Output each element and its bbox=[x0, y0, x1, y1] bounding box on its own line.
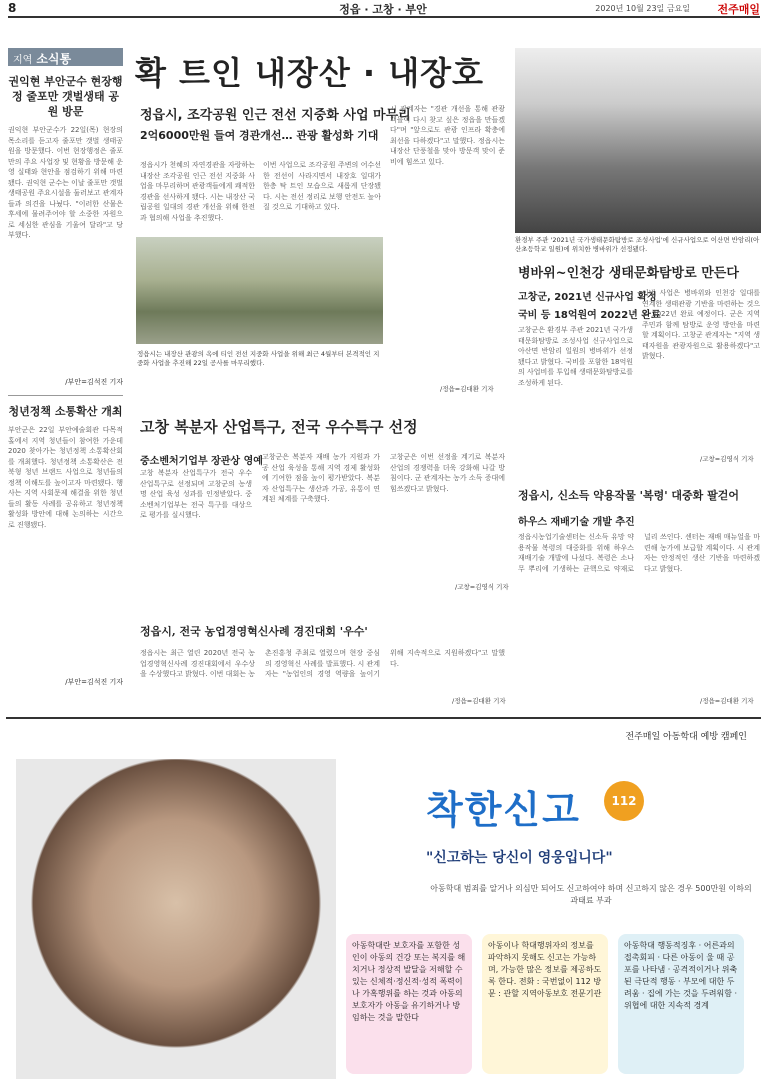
bokbunja-reporter: /고창=김영식 기자 bbox=[455, 583, 509, 591]
naejangsan-photo bbox=[136, 237, 383, 344]
section-title: 정읍 · 고창 · 부안 bbox=[339, 3, 427, 16]
issue-date: 2020년 10월 23일 금요일 bbox=[595, 4, 690, 13]
boknyeong-headline: 정읍시, 신소득 약용작물 '복령' 대중화 팔걷어 bbox=[518, 489, 739, 502]
right-headline: 병바위~인천강 생태문화탐방로 만든다 bbox=[518, 266, 739, 281]
paper-name: 전주매일 bbox=[717, 3, 760, 16]
right-body-col2: 이번 사업은 병바위와 인천강 일대를 연계한 생태관광 기반을 마련하는 것으로 2022년 완료 예정이다. 군은 지역 주민과 함께 탐방로 운영 방안을 마련할 계획이다. 고창군 관계자는 "지역 생태자원을 관광자원으로 활용하겠다"고 밝혔다. bbox=[642, 289, 760, 360]
boknyeong-body: 정읍시농업기술센터는 신소득 유망 약용작물 복령의 대중화를 위해 하우스 재배기술 개발에 나섰다. 복령은 소나무 뿌리에 기생하는 균핵으로 약재로 널리 쓰인다. 센터는 재배 매뉴얼을 마련해 농가에 보급할 계획이다. 시 관계자는 안정적인 생산 기반을 마련하겠다고 밝혔다. bbox=[518, 533, 760, 573]
page-number: 8 bbox=[8, 1, 17, 15]
ad-box-behavior-signs: 아동학대 행동적징후 · 어른과의 접촉회피 · 다른 아동이 울 때 공포를 나타냄 · 공격적이거나 위축된 극단적 행동 · 부모에 대한 두려움 · 집에 가는 것을 두려워함 · 위협에 대한 지속적 경계 bbox=[618, 934, 744, 1074]
boknyeong-subhead: 하우스 재배기술 개발 추진 bbox=[518, 517, 635, 528]
right-body-col1: 고창군은 환경부 주관 2021년 국가생태문화탐방로 조성사업 신규사업으로 아산면 반암리 일원의 병바위가 선정됐다고 밝혔다. 국비를 포함한 18억원의 사업비를 투입해 생태문화탐방로를 조성하게 된다. bbox=[518, 326, 633, 387]
ad-description: 아동학대 범죄를 알거나 의심만 되어도 신고하여야 하며 신고하지 않은 경우 500만원 이하의 과태료 부과 bbox=[430, 884, 752, 905]
ad-campaign-label: 전주매일 아동학대 예방 캠페인 bbox=[625, 732, 747, 742]
lead-headline: 확 트인 내장산 · 내장호 bbox=[135, 54, 484, 92]
lead-subhead-2: 2억6000만원 들여 경관개선… 관광 활성화 기대 bbox=[140, 129, 379, 142]
bokbunja-headline: 고창 복분자 산업특구, 전국 우수특구 선정 bbox=[140, 418, 418, 436]
lead-body-col3: 시 관계자는 "경관 개선을 통해 관광객들이 다시 찾고 싶은 정읍을 만들겠다"며 "앞으로도 관광 인프라 확충에 최선을 다하겠다"고 말했다. 정읍시는 내장산 단풍철을 맞아 방문객 맞이 준비에 힘쓰고 있다. bbox=[390, 105, 505, 166]
sidebar-article-1-body: 권익현 부안군수가 22일(목) 현장의 목소리를 듣고자 줄포만 갯벌 생태공원을 방문했다. 이번 현장행정은 줄포만의 주요 사업장 및 현황을 방문해 운영 실태와 현안을 점검하기 위해 마련됐다. 권익현 군수는 이날 줄포만 갯벌 생태공원 주요시설을 둘러보고 관계자들과 의견을 나눴다. "이러한 산물은 후세에 물려주어야 할 소중한 자원으로 세심한 관심을 기울여 달라"고 당부했다. bbox=[8, 126, 123, 239]
ad-box-report-info: 아동이나 학대행위자의 정보를 파악하지 못해도 신고는 가능하며, 가능한 많은 정보를 제공하도록 한다. 전화 : 국번없이 112 방문 : 관할 지역아동보호 전문기관 bbox=[482, 934, 608, 1074]
sidebar-article-2-body: 부안군은 22일 부안예술회관 다목적홀에서 지역 청년들이 참여한 가운데 2020 찾아가는 청년정책 소통확산회를 개최했다. 청년정책 소통확산은 전북형 청년 브랜드 사업으로 청년들의 정책 이해도를 높이고자 마련됐다. 행사는 지역 사회문제 해결을 위한 청년들의 활동 사례를 공유하고 청년정책 활성화 방안에 대해 논의하는 시간으로 진행됐다. bbox=[8, 426, 123, 529]
byeongbawi-photo bbox=[515, 48, 761, 233]
ad-box-definition: 아동학대란 보호자를 포함한 성인이 아동의 건강 또는 복지를 해치거나 정상적 발달을 저해할 수 있는 신체적·정신적·성적 폭력이나 가혹행위를 하는 것과 아동의 보호자가 아동을 유기하거나 방임하는 것을 말한다 bbox=[346, 934, 472, 1074]
sidebar-article-2-title: 청년정책 소통확산 개최 bbox=[8, 405, 123, 418]
contest-body: 정읍시는 최근 열린 2020년 전국 농업경영혁신사례 경진대회에서 우수상을 수상했다고 밝혔다. 이번 대회는 농촌진흥청 주최로 열렸으며 현장 중심의 경영혁신 사례를 발표했다. 시 관계자는 "농업인의 경영 역량을 높이기 위해 지속적으로 지원하겠다"고 말했다. bbox=[140, 649, 505, 678]
emergency-112-badge: 112 bbox=[604, 781, 644, 821]
bokbunja-body-col2: 고창군은 복분자 재배 농가 지원과 가공 산업 육성을 통해 지역 경제 활성화에 기여한 점을 높이 평가받았다. 복분자 산업특구는 생산과 가공, 유통이 연계된 체계를 구축했다. bbox=[262, 453, 380, 503]
lead-photo-caption: 정읍시는 내장산 관광의 옥에 티인 전선 지중화 사업을 위해 최근 4월부터 본격적인 지중화 사업을 추진해 22일 공사를 마무리했다. bbox=[137, 350, 380, 367]
divider bbox=[8, 395, 123, 396]
lead-reporter: /정읍=김대환 기자 bbox=[440, 385, 494, 393]
local-news-sidebar bbox=[8, 48, 123, 687]
lead-subhead-1: 정읍시, 조각공원 인근 전선 지중화 사업 마무리 bbox=[140, 108, 411, 123]
contest-headline: 정읍시, 전국 농업경영혁신사례 경진대회 '우수' bbox=[140, 625, 368, 638]
sidebar-article-2-reporter: /부안=김석진 기자 bbox=[65, 678, 123, 686]
right-subhead-1: 고창군, 2021년 신규사업 확정 bbox=[518, 292, 657, 303]
boknyeong-reporter: /정읍=김대환 기자 bbox=[700, 697, 754, 705]
ad-slogan: "신고하는 당신이 영웅입니다" bbox=[426, 850, 613, 866]
bokbunja-body-col1: 고창 복분자 산업특구가 전국 우수 산업특구로 선정되며 고창군의 농생명 산업 육성 성과를 인정받았다. 중소벤처기업부는 전국 특구를 대상으로 평가를 실시했다. bbox=[140, 469, 252, 519]
right-reporter: /고창=김영식 기자 bbox=[700, 455, 754, 463]
right-photo-caption: 환경부 주관 '2021년 국가생태문화탐방로 조성사업'에 신규사업으로 이산면 반암리(아산초등학교 일원)에 위치한 병바위가 선정됐다. bbox=[515, 236, 760, 253]
sidebar-article-1-reporter: /부안=김석진 기자 bbox=[65, 378, 123, 386]
page-header bbox=[8, 0, 760, 18]
bokbunja-subhead: 중소벤처기업부 장관상 영예 bbox=[140, 456, 263, 467]
contest-reporter: /정읍=김대환 기자 bbox=[452, 697, 506, 705]
child-abuse-campaign-ad bbox=[6, 717, 761, 1085]
ad-title: 착한신고 bbox=[426, 788, 581, 832]
lead-body-col2: 이번 사업으로 조각공원 주변의 어수선한 전선이 사라지면서 내장호 일대가 한층 탁 트인 모습으로 새롭게 단장됐다. 시는 전선 정리로 보행 안전도 높아질 것으로 기대하고 있다. bbox=[263, 161, 381, 211]
lead-body-col1: 정읍시가 천혜의 자연경관을 자랑하는 내장산 조각공원 인근 전선 지중화 사업을 마무리하며 관광객들에게 쾌적한 경관을 선사하게 됐다. 시는 내장산 국립공원 일대의 경관 개선을 위해 한전과 협의해 사업을 추진했다. bbox=[140, 161, 255, 222]
bokbunja-body-col3: 고창군은 이번 선정을 계기로 복분자 산업의 경쟁력을 더욱 강화해 나갈 방침이다. 군 관계자는 농가 소득 증대에 힘쓰겠다고 밝혔다. bbox=[390, 453, 505, 493]
crying-girl-image bbox=[16, 759, 336, 1079]
sidebar-tag: 지역 소식통 bbox=[8, 48, 123, 66]
sidebar-article-1-title: 권익현 부안군수 현장행정 줄포만 갯벌생태 공원 방문 bbox=[8, 75, 123, 118]
right-subhead-2: 국비 등 18억원여 2022년 완료 bbox=[518, 310, 661, 321]
